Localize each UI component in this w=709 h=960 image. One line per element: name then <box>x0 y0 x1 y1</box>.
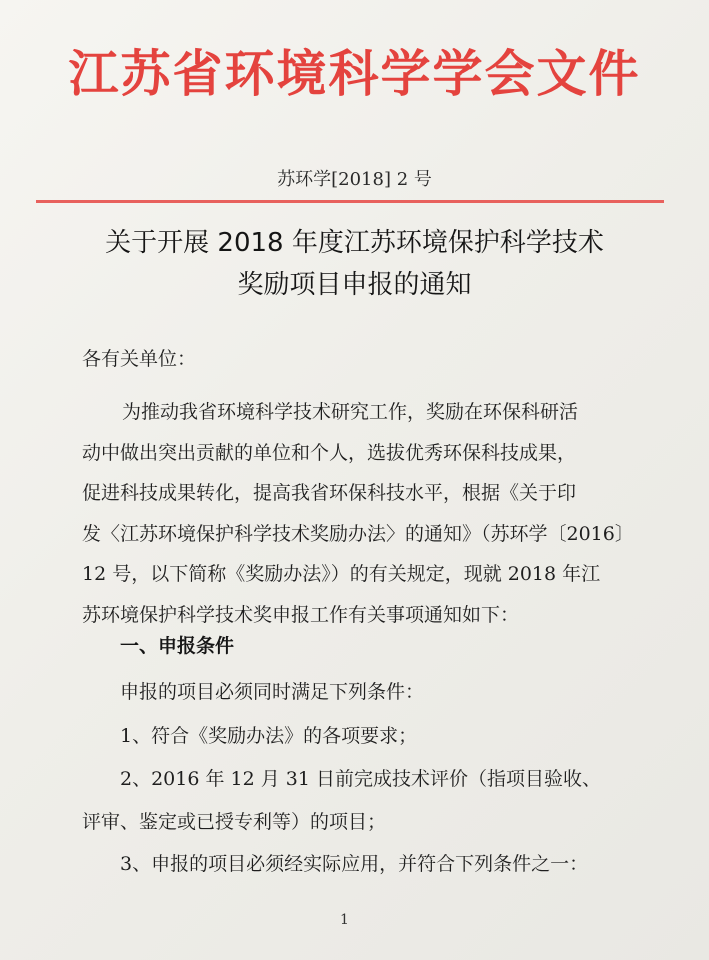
org-header-title: 江苏省环境科学学会文件 <box>68 44 641 103</box>
conditions-intro: 申报的项目必须同时满足下列条件： <box>120 681 425 703</box>
intro-paragraph <box>82 392 637 635</box>
intro-line: 促进科技成果转化，提高我省环保科技水平，根据《关于印 <box>82 482 577 504</box>
notice-title <box>0 222 709 306</box>
document-number: 苏环学[2018] 2 号 <box>277 169 432 190</box>
page-number: 1 <box>340 912 349 928</box>
intro-line: 动中做出突出贡献的单位和个人，选拔优秀环保科技成果， <box>82 441 577 464</box>
intro-line: 为推动我省环境科学技术研究工作，奖励在环保科研活 <box>122 401 579 423</box>
condition-2-line-1: 2、2016 年 12 月 31 日前完成技术评价（指项目验收、 <box>120 768 601 790</box>
notice-title-line-2: 奖励项目申报的通知 <box>237 270 472 300</box>
condition-2-line-2: 评审、鉴定或已授专利等）的项目； <box>82 811 387 833</box>
section-heading-conditions: 一、申报条件 <box>120 635 235 657</box>
intro-line: 发〈江苏环境保护科学技术奖励办法〉的通知》（苏环学〔2016〕 <box>82 522 634 545</box>
intro-line: 12 号，以下简称《奖励办法》）的有关规定，现就 2018 年江 <box>82 563 601 585</box>
salutation: 各有关单位： <box>82 348 197 370</box>
notice-title-line-1: 关于开展 2018 年度江苏环境保护科学技术 <box>105 228 604 258</box>
condition-1: 1、符合《奖励办法》的各项要求； <box>120 725 418 747</box>
red-divider-line <box>36 200 664 203</box>
intro-line: 苏环境保护科学技术奖申报工作有关事项通知如下： <box>82 603 520 626</box>
condition-3: 3、申报的项目必须经实际应用，并符合下列条件之一： <box>120 853 589 875</box>
